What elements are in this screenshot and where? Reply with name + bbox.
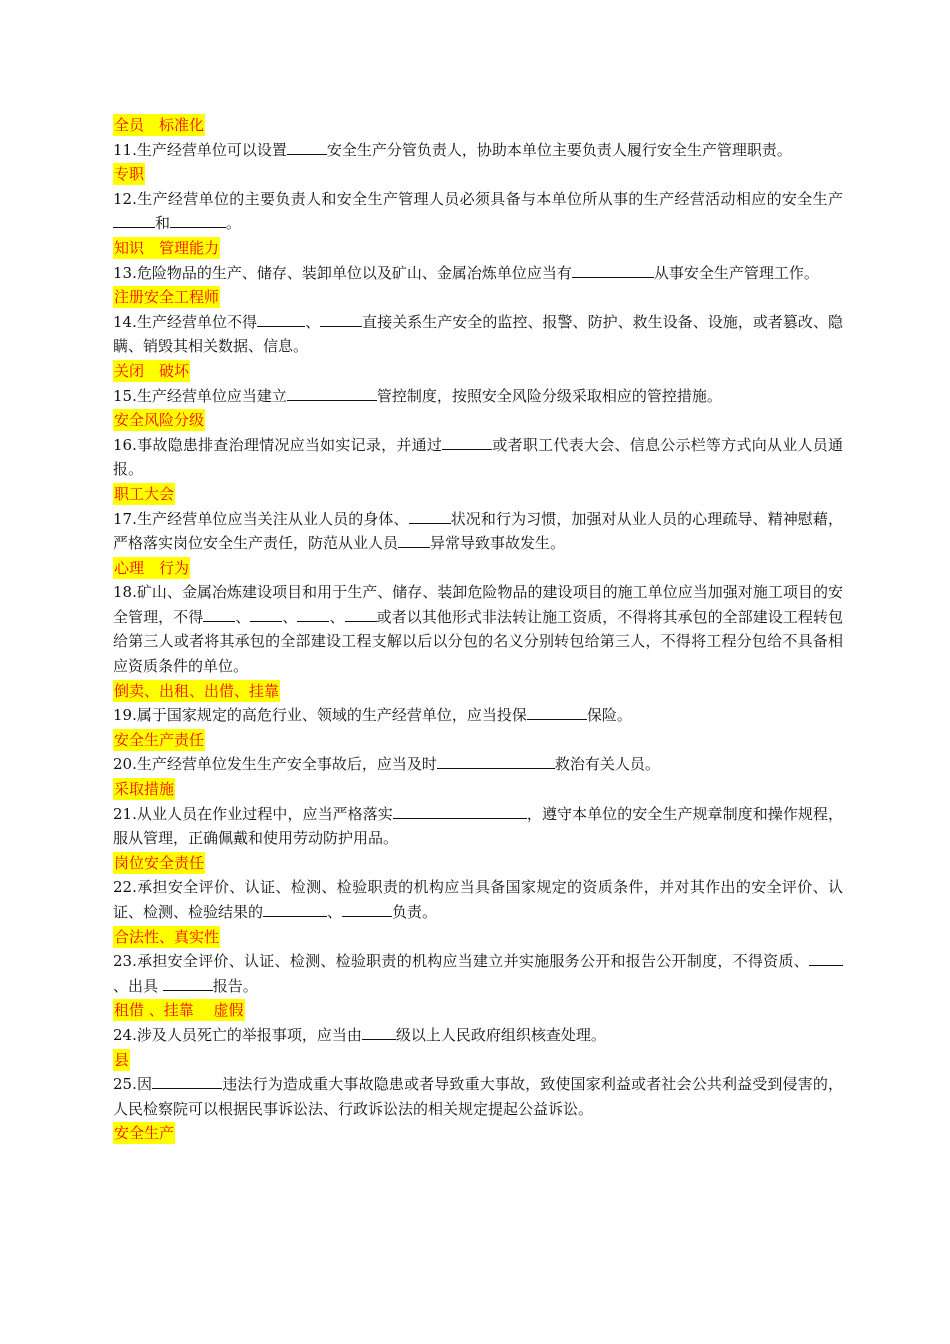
answer-highlight [113, 728, 843, 753]
question-fragment: 、 [329, 607, 345, 626]
question-fragment: 15.生产经营单位应当建立 [113, 386, 287, 405]
question-text [113, 1072, 843, 1121]
answer-highlight [113, 482, 843, 507]
question-fragment: 或者职工代表大会、信息公示栏等方式向从业人员通报。 [113, 435, 843, 479]
question-fragment: 保险。 [586, 706, 632, 725]
fill-in-blank [362, 1024, 396, 1040]
answer-highlight [113, 777, 843, 802]
answer-text: 关闭 破坏 [114, 361, 190, 380]
question-text [113, 1023, 843, 1048]
answer-highlight [113, 1121, 843, 1146]
question-fragment: 异常导致事故发生。 [430, 534, 566, 553]
question-text [113, 310, 843, 359]
fill-in-blank [113, 212, 155, 228]
question-fragment: 、 [327, 903, 343, 921]
question-fragment: 从事安全生产管理工作。 [653, 263, 819, 282]
question-fragment: 13.危险物品的生产、储存、装卸单位以及矿山、金属冶炼单位应当有 [113, 263, 572, 282]
fill-in-blank [342, 901, 392, 917]
answer-highlight [113, 925, 843, 950]
question-fragment: 14.生产经营单位不得 [113, 312, 258, 331]
answer-highlight [113, 1048, 843, 1073]
fill-in-blank [152, 1073, 222, 1089]
fill-in-blank [527, 704, 587, 720]
question-fragment: 20.生产经营单位发生生产安全事故后，应当及时 [113, 755, 437, 774]
question-fragment: 、 [305, 312, 321, 331]
question-text [113, 261, 843, 286]
question-fragment: 报告。 [212, 976, 258, 995]
question-fragment: 25.因 [113, 1075, 153, 1094]
question-fragment: 22.承担安全评价、认证、检测、检验职责的机构应当具备国家规定的资质条件，并对其作出的安全评价、认证、检测、检验结果的 [113, 878, 843, 921]
fill-in-blank [320, 311, 362, 327]
fill-in-blank [297, 606, 329, 622]
question-fragment: 21.从业人员在作业过程中，应当严格落实 [113, 804, 393, 823]
question-fragment: 安全生产分管负责人，协助本单位主要负责人履行安全生产管理职责。 [326, 140, 792, 159]
question-fragment: 。 [226, 214, 242, 233]
question-fragment: 19.属于国家规定的高危行业、领域的生产经营单位，应当投保 [113, 706, 527, 725]
fill-in-blank [409, 508, 451, 524]
answer-highlight [113, 556, 843, 581]
question-fragment: 或者以其他形式非法转让施工资质，不得将其承包的全部建设工程转包给第三人或者将其承包的全部建设工程支解以后以分包的名义分别转包给第三人，不得将工程分包给不具备相应资质条件的单位。 [113, 607, 843, 676]
fill-in-blank [442, 434, 492, 450]
question-fragment: 直接关系生产安全的监控、报警、防护、救生设备、设施，或者篡改、隐瞒、销毁其相关数据、信息。 [113, 312, 843, 356]
answer-highlight [113, 851, 843, 876]
answer-highlight [113, 162, 843, 187]
question-text [113, 384, 843, 409]
question-text [113, 875, 843, 924]
question-fragment: 状况和行为习惯，加强对从业人员的心理疏导、精神慰藉，严格落实岗位安全生产责任，防范从业人员 [113, 509, 843, 553]
answer-highlight [113, 113, 843, 138]
fill-in-blank [163, 975, 213, 991]
question-fragment: 12.生产经营单位的主要负责人和安全生产管理人员必须具备与本单位所从事的生产经营活动相应的安全生产 [113, 189, 843, 208]
fill-in-blank [393, 803, 527, 819]
answer-text: 合法性、真实性 [114, 927, 220, 946]
question-text [113, 949, 843, 998]
answer-text: 心理 行为 [114, 558, 190, 577]
question-fragment: 、 [282, 607, 298, 626]
question-fragment: 、出具 [113, 976, 163, 995]
answer-text: 安全风险分级 [114, 411, 205, 430]
question-fragment: 23.承担安全评价、认证、检测、检验职责的机构应当建立并实施服务公开和报告公开制度，不得资质、 [113, 952, 809, 971]
answer-highlight [113, 236, 843, 261]
answer-text: 注册安全工程师 [114, 288, 220, 307]
question-text [113, 433, 843, 482]
question-fragment: 17.生产经营单位应当关注从业人员的身体、 [113, 509, 409, 528]
fill-in-blank [437, 753, 555, 769]
fill-in-blank [398, 532, 430, 548]
answer-text: 知识 管理能力 [114, 238, 220, 257]
answer-text: 采取措施 [114, 780, 175, 799]
question-text [113, 703, 843, 728]
fill-in-blank [250, 606, 282, 622]
fill-in-blank [572, 262, 654, 278]
fill-in-blank [257, 311, 305, 327]
fill-in-blank [170, 212, 226, 228]
fill-in-blank [809, 950, 843, 966]
answer-text: 职工大会 [114, 484, 175, 503]
document-page [113, 113, 843, 1146]
question-text [113, 802, 843, 851]
question-fragment: 24.涉及人员死亡的举报事项，应当由 [113, 1025, 362, 1044]
answer-text: 县 [114, 1050, 130, 1069]
answer-highlight [113, 998, 843, 1023]
question-fragment: 救治有关人员。 [554, 755, 660, 774]
answer-text: 倒卖、出租、出借、挂靠 [114, 681, 280, 700]
answer-text: 全员 标准化 [114, 116, 205, 134]
answer-highlight [113, 679, 843, 704]
answer-highlight [113, 285, 843, 310]
question-fragment: 16.事故隐患排查治理情况应当如实记录，并通过 [113, 435, 443, 454]
question-fragment: 违法行为造成重大事故隐患或者导致重大事故，致使国家利益或者社会公共利益受到侵害的，人民检察院可以根据民事诉讼法、行政诉讼法的相关规定提起公益诉讼。 [113, 1075, 843, 1118]
question-fragment: 管控制度，按照安全风险分级采取相应的管控措施。 [376, 386, 722, 405]
answer-highlight [113, 359, 843, 384]
question-fragment: ，遵守本单位的安全生产规章制度和操作规程，服从管理，正确佩戴和使用劳动防护用品。 [113, 804, 843, 848]
question-text [113, 752, 843, 777]
fill-in-blank [287, 385, 377, 401]
question-text [113, 187, 843, 236]
question-fragment: 11.生产经营单位可以设置 [113, 140, 287, 159]
fill-in-blank [203, 606, 235, 622]
question-text [113, 580, 843, 678]
question-fragment: 、 [235, 607, 251, 626]
fill-in-blank [345, 606, 377, 622]
question-fragment: 和 [155, 214, 171, 233]
question-text [113, 138, 843, 163]
answer-text: 安全生产 [114, 1124, 175, 1143]
fill-in-blank [287, 139, 327, 155]
question-fragment: 级以上人民政府组织核查处理。 [395, 1025, 606, 1044]
answer-highlight [113, 408, 843, 433]
question-fragment: 18.矿山、金属冶炼建设项目和用于生产、储存、装卸危险物品的建设项目的施工单位应当加强对施工项目的安全管理，不得 [113, 583, 843, 626]
answer-text: 岗位安全责任 [114, 853, 205, 872]
answer-text: 租借 、挂靠 虚假 [114, 1001, 244, 1020]
question-fragment: 负责。 [392, 903, 438, 921]
answer-text: 专职 [114, 165, 145, 184]
question-text [113, 507, 843, 556]
fill-in-blank [263, 901, 327, 917]
answer-text: 安全生产责任 [114, 730, 205, 749]
